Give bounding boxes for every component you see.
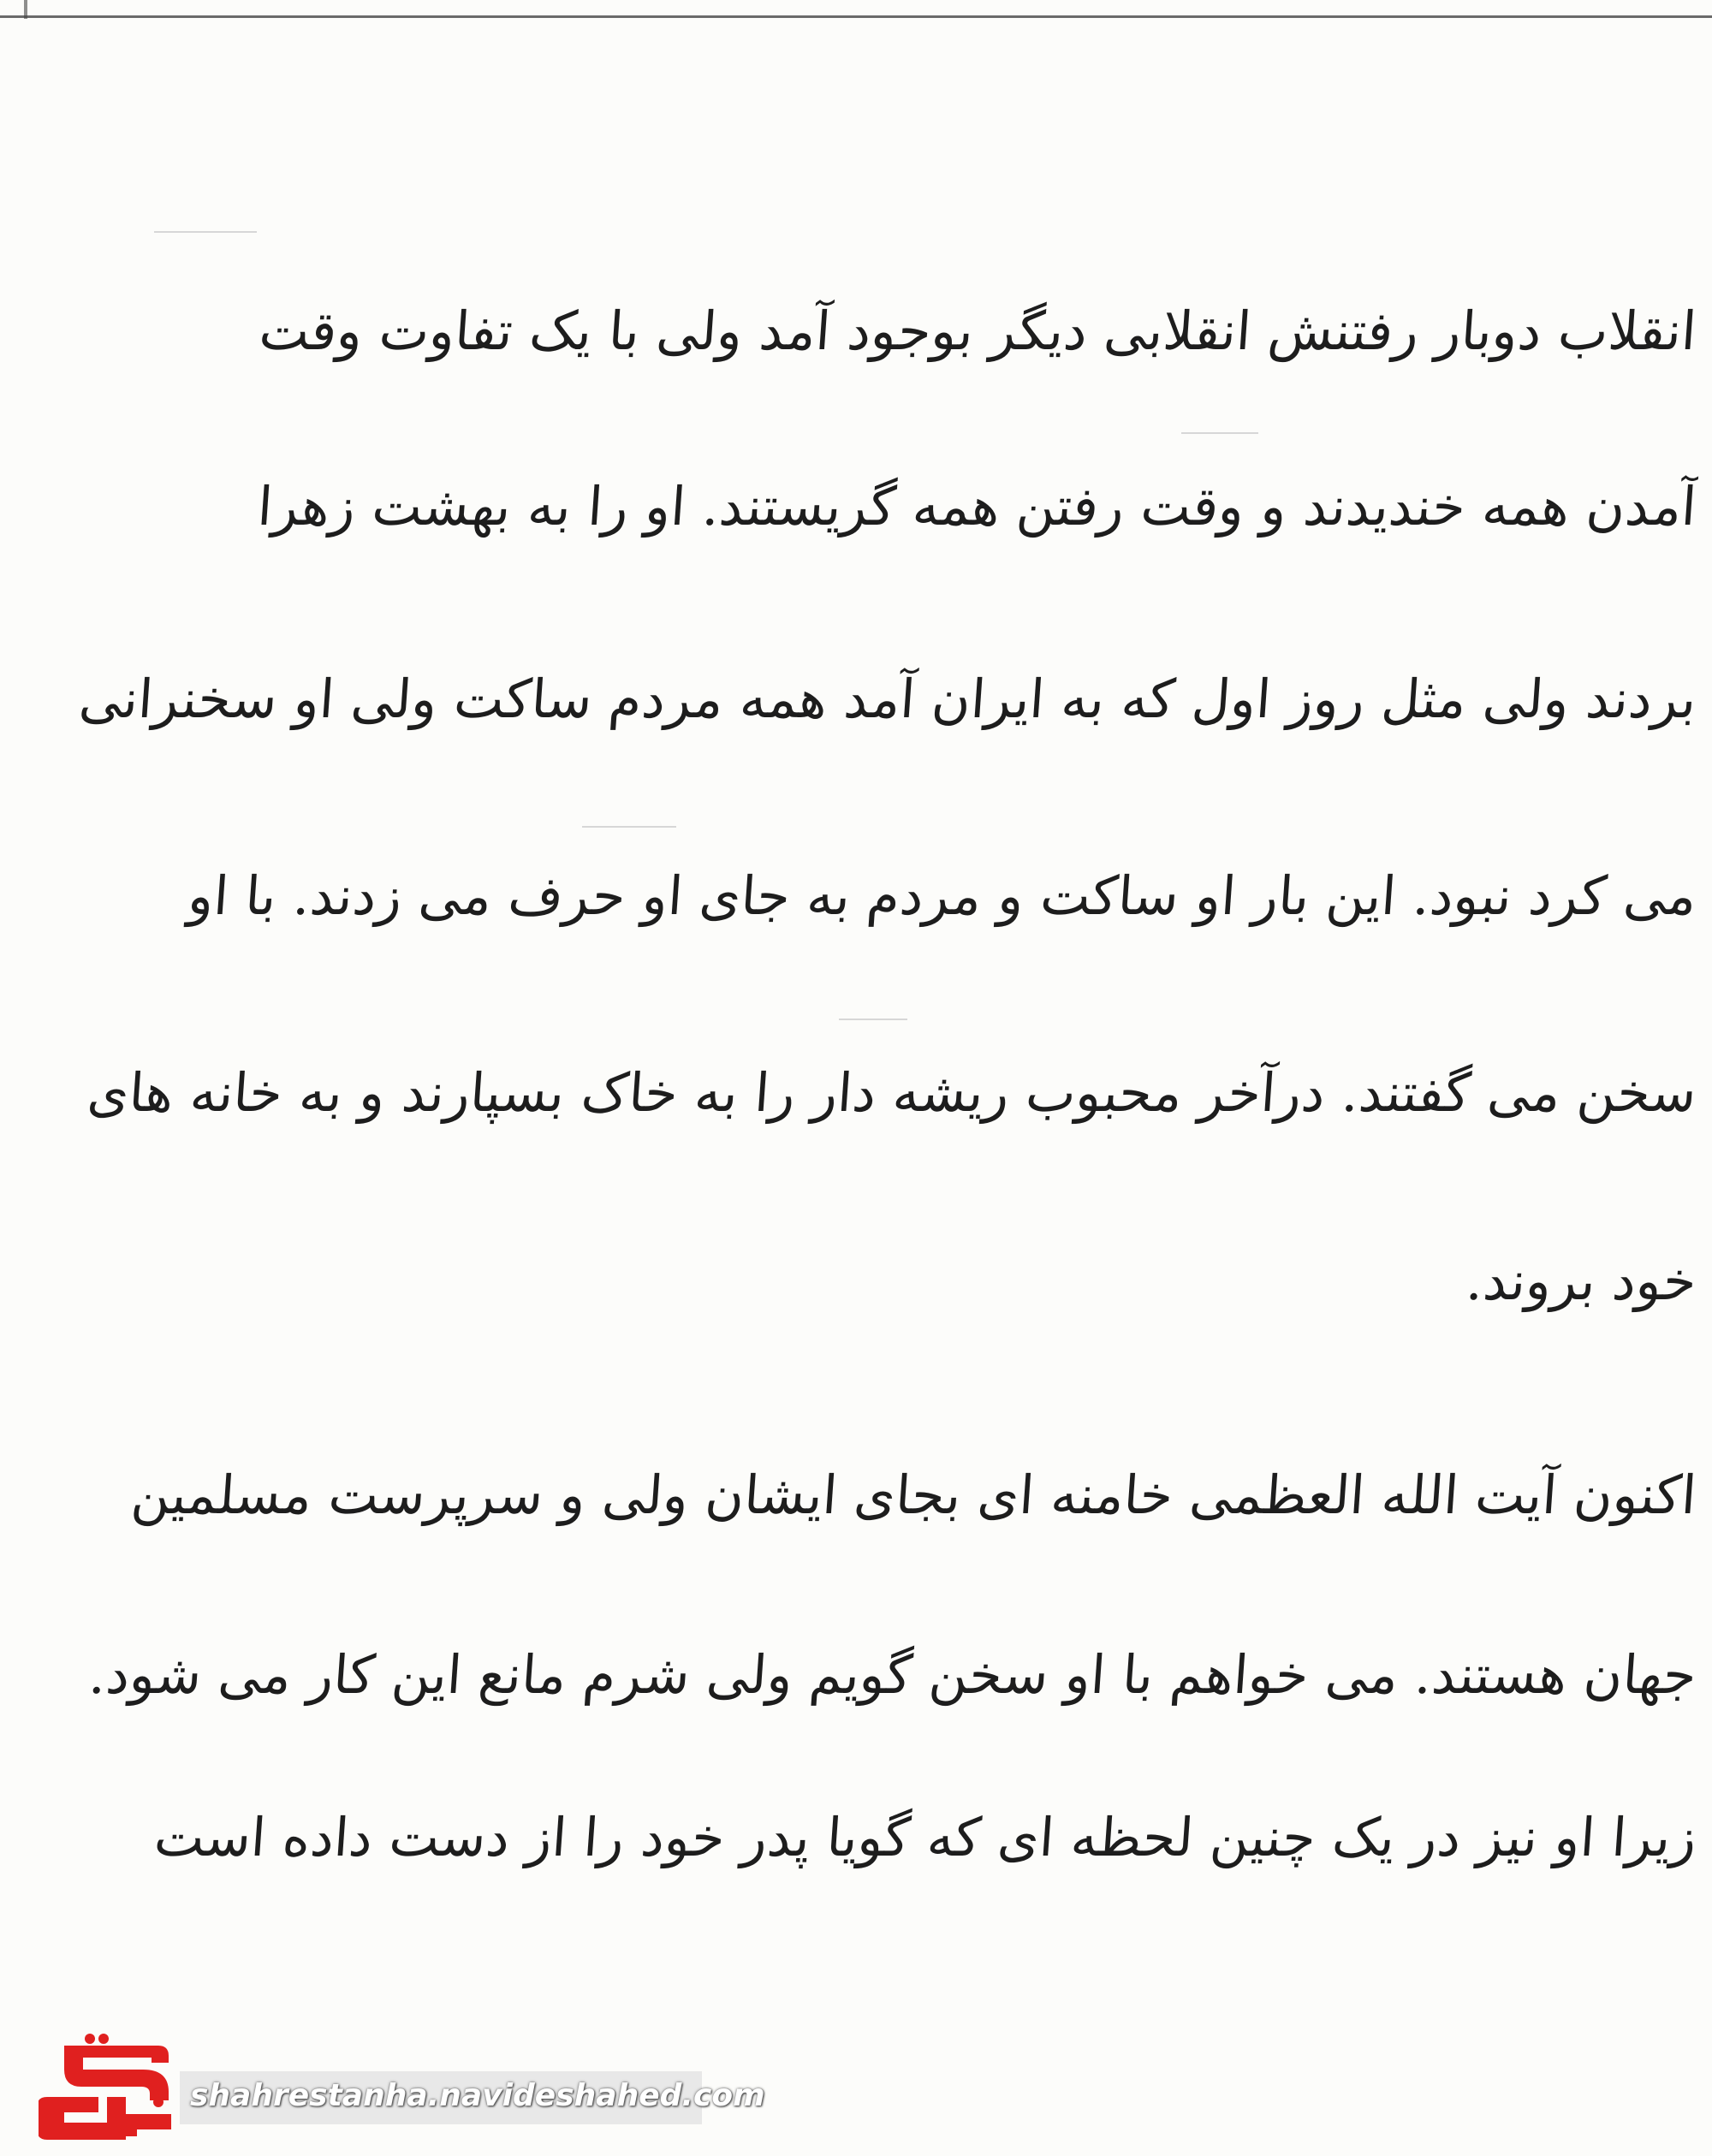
faint-rule: [582, 826, 676, 828]
letter-line-5: سخن می گفتند. درآخر محبوب ریشه دار را به خاک بسپارند و به خانه های: [85, 1061, 1699, 1124]
faint-rule: [154, 231, 257, 233]
page-corner-mark: [24, 0, 27, 19]
letter-line-8: جهان هستند. می خواهم با او سخن گویم ولی شرم مانع این کار می شود.: [86, 1643, 1699, 1706]
page-top-rule: [0, 15, 1712, 18]
letter-line-2: آمدن همه خندیدند و وقت رفتن همه گریستند. او را به بهشت زهرا: [255, 475, 1699, 538]
letter-line-7: اکنون آیت الله العظمی خامنه ای بجای ایشان ولی و سرپرست مسلمین: [128, 1464, 1699, 1526]
faint-rule: [839, 1019, 907, 1020]
letter-line-4: می کرد نبود. این بار او ساکت و مردم به جای او حرف می زدند. با او: [186, 864, 1699, 927]
letter-line-6: خود بروند.: [1464, 1250, 1699, 1312]
letter-line-9: زیرا او نیز در یک چنین لحظه ای که گویا پدر خود را از دست داده است: [152, 1806, 1699, 1868]
watermark-site-url: shahrestanha.navideshahed.com: [190, 2078, 765, 2113]
faint-rule: [1181, 432, 1258, 434]
letter-line-1: انقلاب دوبار رفتنش انقلابی دیگر بوجود آمد ولی با یک تفاوت وقت: [257, 300, 1699, 362]
navid-shahed-logo: [39, 2028, 188, 2148]
letter-line-3: بردند ولی مثل روز اول که به ایران آمد همه مردم ساکت ولی او سخنرانی: [77, 668, 1699, 730]
